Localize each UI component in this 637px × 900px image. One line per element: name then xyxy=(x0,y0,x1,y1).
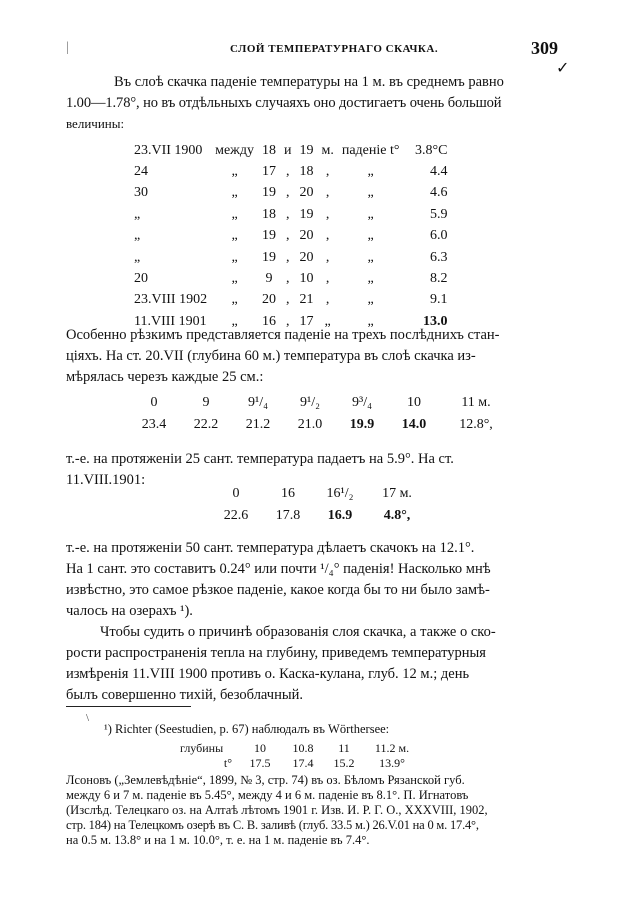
drop-cell-d2: 19 xyxy=(299,142,314,158)
drop-cell-and: , xyxy=(285,185,290,201)
drop-cell-d1: 9 xyxy=(265,271,273,287)
temp-cell: 17.5 xyxy=(249,756,271,770)
temp-cell: 16.9 xyxy=(327,508,353,523)
drop-cell-value: 6.0 xyxy=(429,228,448,244)
temp-cell: 12.8°, xyxy=(459,417,493,432)
drop-cell-and: , xyxy=(285,292,290,308)
temp-cell: 17.8 xyxy=(275,508,301,523)
drop-table-row xyxy=(130,204,451,225)
drop-cell-unit: , xyxy=(325,206,330,222)
drop-cell-between: „ xyxy=(231,164,238,180)
drop-cell-and: и xyxy=(283,142,292,158)
drop-table-row xyxy=(130,140,451,161)
depth-row xyxy=(128,392,512,414)
drop-table-row xyxy=(130,183,451,204)
drop-cell-date: 11.VIII 1901 xyxy=(134,313,207,329)
depth-cell: 10 xyxy=(254,741,266,755)
depth-cell: 11 xyxy=(338,741,350,755)
depth-cell: 0 xyxy=(232,486,240,501)
temp-cell: 22.6 xyxy=(223,508,249,523)
drop-cell-d2: 21 xyxy=(299,292,314,308)
depth-cell: 11.2 м. xyxy=(374,741,410,755)
drop-cell-and: , xyxy=(285,249,290,265)
depth-cell: 10.8 xyxy=(292,741,314,755)
drop-cell-date: 23.VIII 1902 xyxy=(134,292,208,308)
drop-cell-drop: „ xyxy=(367,249,374,265)
drop-cell-date: „ xyxy=(134,228,141,244)
drop-cell-unit: , xyxy=(325,271,330,287)
temp-row xyxy=(210,505,428,527)
drop-cell-unit: „ xyxy=(324,313,331,329)
drop-cell-and: , xyxy=(285,164,290,180)
temp-row xyxy=(128,414,512,436)
drop-table-row xyxy=(130,290,451,311)
temp-label: t° xyxy=(223,756,232,770)
para4-line-2: На 1 сант. это составитъ 0.24° или почти ¹/₄° паденія! Насколько мнѣ xyxy=(66,561,491,577)
para4-line-3: извѣстно, это самое рѣзкое паденіе, какое когда бы то ни было замѣ- xyxy=(66,582,490,598)
para5-line-4: былъ совершенно тихій, безоблачный. xyxy=(66,687,303,703)
running-head: СЛОЙ ТЕМПЕРАТУРНАГО СКАЧКА. xyxy=(230,43,439,55)
series-table-2 xyxy=(210,483,428,527)
temperature-drop-table xyxy=(130,140,451,333)
drop-cell-drop: „ xyxy=(367,292,374,308)
drop-cell-drop: „ xyxy=(367,185,374,201)
temp-cell: 13.9° xyxy=(379,756,405,770)
drop-cell-between: „ xyxy=(231,249,238,265)
drop-cell-d1: 19 xyxy=(261,228,276,244)
temp-cell: 21.2 xyxy=(245,417,271,432)
temp-cell: 15.2 xyxy=(333,756,355,770)
para4-line-4: чалось на озерахъ ¹). xyxy=(66,603,193,619)
intro-line-2: 1.00—1.78°, но въ отдѣльныхъ случаяхъ оно достигаетъ очень большой xyxy=(66,95,502,111)
para2-line-1: Особенно рѣзкимъ представляется паденіе на трехъ послѣднихъ стан- xyxy=(66,327,500,343)
drop-cell-d1: 17 xyxy=(261,164,276,180)
drop-cell-between: „ xyxy=(231,292,238,308)
depth-cell: 16 xyxy=(281,486,295,501)
depth-cell: 11 м. xyxy=(461,395,491,410)
intro-line-1: Въ слоѣ скачка паденіе температуры на 1 м. въ среднемъ равно xyxy=(114,74,504,90)
drop-cell-and: , xyxy=(285,313,290,329)
temp-cell: 22.2 xyxy=(193,417,219,432)
drop-cell-date: 24 xyxy=(134,164,148,180)
drop-cell-unit: , xyxy=(325,185,330,201)
depth-row xyxy=(210,483,428,505)
drop-table-row xyxy=(130,161,451,182)
para2-line-3: мѣрялась черезъ каждые 25 см.: xyxy=(66,369,264,385)
drop-cell-date: 23.VII 1900 xyxy=(134,142,203,158)
drop-cell-drop: „ xyxy=(367,271,374,287)
footnote-line-6: на 0.5 м. 13.8° и на 1 м. 10.0°, т. е. на 1 м. паденіе въ 7.4°. xyxy=(66,833,370,847)
drop-cell-unit: , xyxy=(325,249,330,265)
depth-cell: 9¹/₂ xyxy=(300,395,320,410)
drop-cell-value: 4.6 xyxy=(429,185,448,201)
drop-cell-d1: 19 xyxy=(261,249,276,265)
drop-cell-between: „ xyxy=(231,313,238,329)
drop-cell-drop: „ xyxy=(367,228,374,244)
drop-cell-unit: , xyxy=(325,164,330,180)
para5-line-3: измѣренія 11.VIII 1900 противъ о. Каска-кулана, глуб. 12 м.; день xyxy=(66,666,470,682)
footnote-separator xyxy=(66,706,191,707)
footnote-temp-row xyxy=(180,756,422,771)
drop-cell-value: 13.0 xyxy=(422,313,448,329)
drop-cell-d2: 17 xyxy=(299,313,314,329)
drop-cell-d2: 20 xyxy=(299,228,314,244)
drop-cell-d1: 16 xyxy=(261,313,276,329)
depth-cell: 9 xyxy=(202,395,210,410)
depth-cell: 9³/₄ xyxy=(352,395,372,410)
depth-cell: 10 xyxy=(407,395,421,410)
drop-cell-between: „ xyxy=(231,228,238,244)
drop-cell-value: 5.9 xyxy=(429,206,448,222)
depth-label: глубины xyxy=(180,741,224,755)
drop-cell-d1: 18 xyxy=(261,142,276,158)
para5-line-2: рости распространенія тепла на глубину, приведемъ температурныя xyxy=(66,645,486,661)
depth-cell: 16¹/₂ xyxy=(326,486,354,501)
drop-table-row xyxy=(130,268,451,289)
drop-cell-and: , xyxy=(285,271,290,287)
drop-cell-unit: , xyxy=(325,292,330,308)
drop-cell-between: „ xyxy=(231,271,238,287)
drop-cell-d1: 19 xyxy=(261,185,276,201)
footnote-table xyxy=(180,741,422,771)
para4-line-1: т.-е. на протяженіи 50 сант. температура дѣлаетъ скачокъ на 12.1°. xyxy=(66,540,475,556)
para3-line-1: т.-е. на протяженіи 25 сант. температура падаетъ на 5.9°. На ст. xyxy=(66,451,454,467)
footnote-line-3: между 6 и 7 м. паденіе въ 5.45°, между 4 и 6 м. паденіе въ 8.1°. П. Игнатовъ xyxy=(66,788,469,802)
drop-cell-between: „ xyxy=(231,206,238,222)
drop-cell-unit: м. xyxy=(321,142,334,158)
drop-table-row xyxy=(130,247,451,268)
drop-cell-d2: 19 xyxy=(299,206,314,222)
drop-cell-drop: „ xyxy=(367,313,374,329)
drop-cell-drop: паденіе t° xyxy=(341,142,400,158)
temp-cell: 17.4 xyxy=(292,756,314,770)
footnote-depth-row xyxy=(180,741,422,756)
drop-cell-d1: 20 xyxy=(261,292,276,308)
drop-cell-and: , xyxy=(285,228,290,244)
drop-cell-date: „ xyxy=(134,206,141,222)
drop-cell-d2: 20 xyxy=(299,249,314,265)
drop-cell-date: 20 xyxy=(134,271,148,287)
temp-cell: 19.9 xyxy=(349,417,375,432)
para2-line-2: ціяхъ. На ст. 20.VII (глубина 60 м.) температура въ слоѣ скачка из- xyxy=(66,348,476,364)
footnote-line-1: ¹) Richter (Seestudien, p. 67) наблюдалъ въ Wörthersee: xyxy=(104,722,390,736)
drop-cell-date: 30 xyxy=(134,185,148,201)
drop-cell-between: „ xyxy=(231,185,238,201)
temp-cell: 21.0 xyxy=(297,417,323,432)
temp-cell: 23.4 xyxy=(141,417,167,432)
drop-cell-value: 6.3 xyxy=(429,249,448,265)
depth-cell: 9¹/₄ xyxy=(248,395,268,410)
depth-cell: 17 м. xyxy=(382,486,412,501)
temp-cell: 4.8°, xyxy=(383,508,411,523)
intro-line-3: величины: xyxy=(66,116,125,131)
drop-cell-unit: , xyxy=(325,228,330,244)
drop-cell-value: 3.8°C xyxy=(415,142,448,158)
depth-cell: 0 xyxy=(150,395,158,410)
check-mark-icon: ✓ xyxy=(556,60,570,77)
temp-cell: 14.0 xyxy=(401,417,427,432)
drop-cell-value: 8.2 xyxy=(429,271,448,287)
drop-table-row xyxy=(130,226,451,247)
footnote-line-4: (Изслѣд. Телецкаго оз. на Алтаѣ лѣтомъ 1901 г. Изв. И. Р. Г. О., XXXVIII, 1902, xyxy=(66,803,488,817)
drop-cell-value: 4.4 xyxy=(429,164,448,180)
drop-cell-d2: 20 xyxy=(299,185,314,201)
drop-cell-drop: „ xyxy=(367,164,374,180)
stray-mark: \ xyxy=(86,712,90,724)
drop-cell-d1: 18 xyxy=(261,206,276,222)
para3-line-2: 11.VIII.1901: xyxy=(66,472,146,488)
drop-cell-value: 9.1 xyxy=(429,292,448,308)
footnote-line-2: Лсоновъ („Землевѣдѣніе“, 1899, № 3, стр. 74) въ оз. Бѣломъ Рязанской губ. xyxy=(66,773,465,787)
drop-cell-d2: 10 xyxy=(299,271,314,287)
page-number: 309 xyxy=(531,38,558,58)
drop-cell-between: между xyxy=(215,142,254,158)
series-table-1 xyxy=(128,392,512,436)
drop-cell-date: „ xyxy=(134,249,141,265)
para5-line-1: Чтобы судить о причинѣ образованія слоя скачка, а также о ско- xyxy=(100,624,496,640)
drop-cell-d2: 18 xyxy=(299,164,314,180)
margin-mark: | xyxy=(66,40,69,55)
drop-cell-and: , xyxy=(285,206,290,222)
drop-cell-drop: „ xyxy=(367,206,374,222)
footnote-line-5: стр. 184) на Телецкомъ озерѣ въ С. В. заливѣ (глуб. 33.5 м.) 26.V.01 на 0 м. 17.4°, xyxy=(66,818,479,832)
